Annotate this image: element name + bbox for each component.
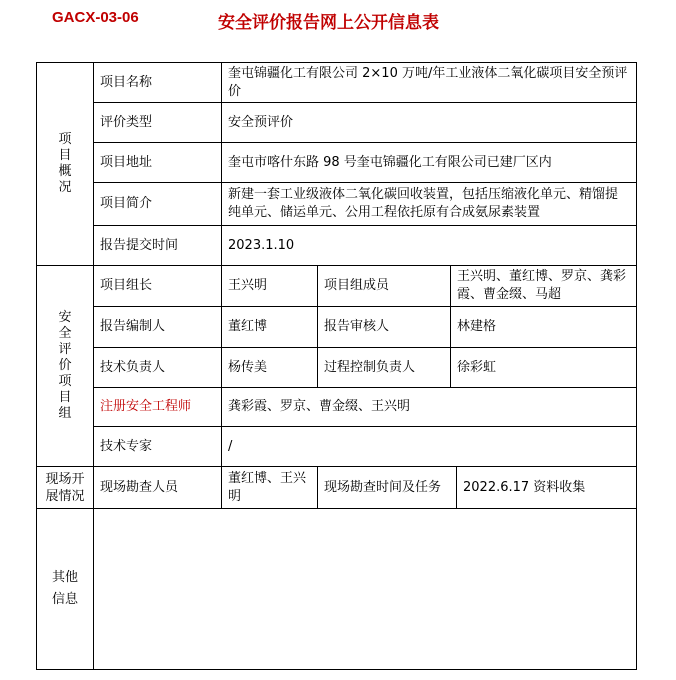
leader-value: 王兴明 (221, 265, 318, 307)
surveyors-value: 董红博、王兴明 (221, 466, 318, 509)
engineers-value: 龚彩霞、罗京、曹金缀、王兴明 (221, 387, 637, 427)
tech-lead-value: 杨传美 (221, 347, 318, 388)
experts-label: 技术专家 (93, 426, 222, 467)
project-address-label: 项目地址 (93, 142, 222, 183)
project-intro-value: 新建一套工业级液体二氧化碳回收装置，包括压缩液化单元、精馏提纯单元、储运单元、公用工程依托原有合成氨尿素装置 (221, 182, 637, 226)
engineers-label: 注册安全工程师 (93, 387, 222, 427)
other-content (93, 508, 637, 670)
members-label: 项目组成员 (317, 265, 451, 307)
page-title: 安全评价报告网上公开信息表 (218, 13, 439, 33)
report-date-value: 2023.1.10 (221, 225, 637, 266)
evaluation-type-label: 评价类型 (93, 102, 222, 143)
evaluation-type-value: 安全预评价 (221, 102, 637, 143)
project-name-label: 项目名称 (93, 62, 222, 103)
other-section-label: 其他信息 (36, 508, 94, 670)
site-section-label: 现场开展情况 (36, 466, 94, 509)
reviewer-label: 报告审核人 (317, 306, 451, 348)
overview-section-label: 项目概况 (36, 62, 94, 266)
author-value: 董红博 (221, 306, 318, 348)
project-address-value: 奎屯市喀什东路 98 号奎屯锦疆化工有限公司已建厂区内 (221, 142, 637, 183)
surveyors-label: 现场勘查人员 (93, 466, 222, 509)
process-lead-value: 徐彩虹 (450, 347, 637, 388)
time-task-label: 现场勘查时间及任务 (317, 466, 457, 509)
experts-value: / (221, 426, 637, 467)
reviewer-value: 林建格 (450, 306, 637, 348)
author-label: 报告编制人 (93, 306, 222, 348)
project-name-value: 奎屯锦疆化工有限公司 2×10 万吨/年工业液体二氧化碳项目安全预评价 (221, 62, 637, 103)
report-date-label: 报告提交时间 (93, 225, 222, 266)
leader-label: 项目组长 (93, 265, 222, 307)
team-section-label: 安全评价项目组 (36, 265, 94, 467)
process-lead-label: 过程控制负责人 (317, 347, 451, 388)
members-value: 王兴明、董红博、罗京、龚彩霞、曹金缀、马超 (450, 265, 637, 307)
time-task-value: 2022.6.17 资料收集 (456, 466, 637, 509)
project-intro-label: 项目简介 (93, 182, 222, 226)
tech-lead-label: 技术负责人 (93, 347, 222, 388)
form-code: GACX-03-06 (52, 9, 139, 26)
